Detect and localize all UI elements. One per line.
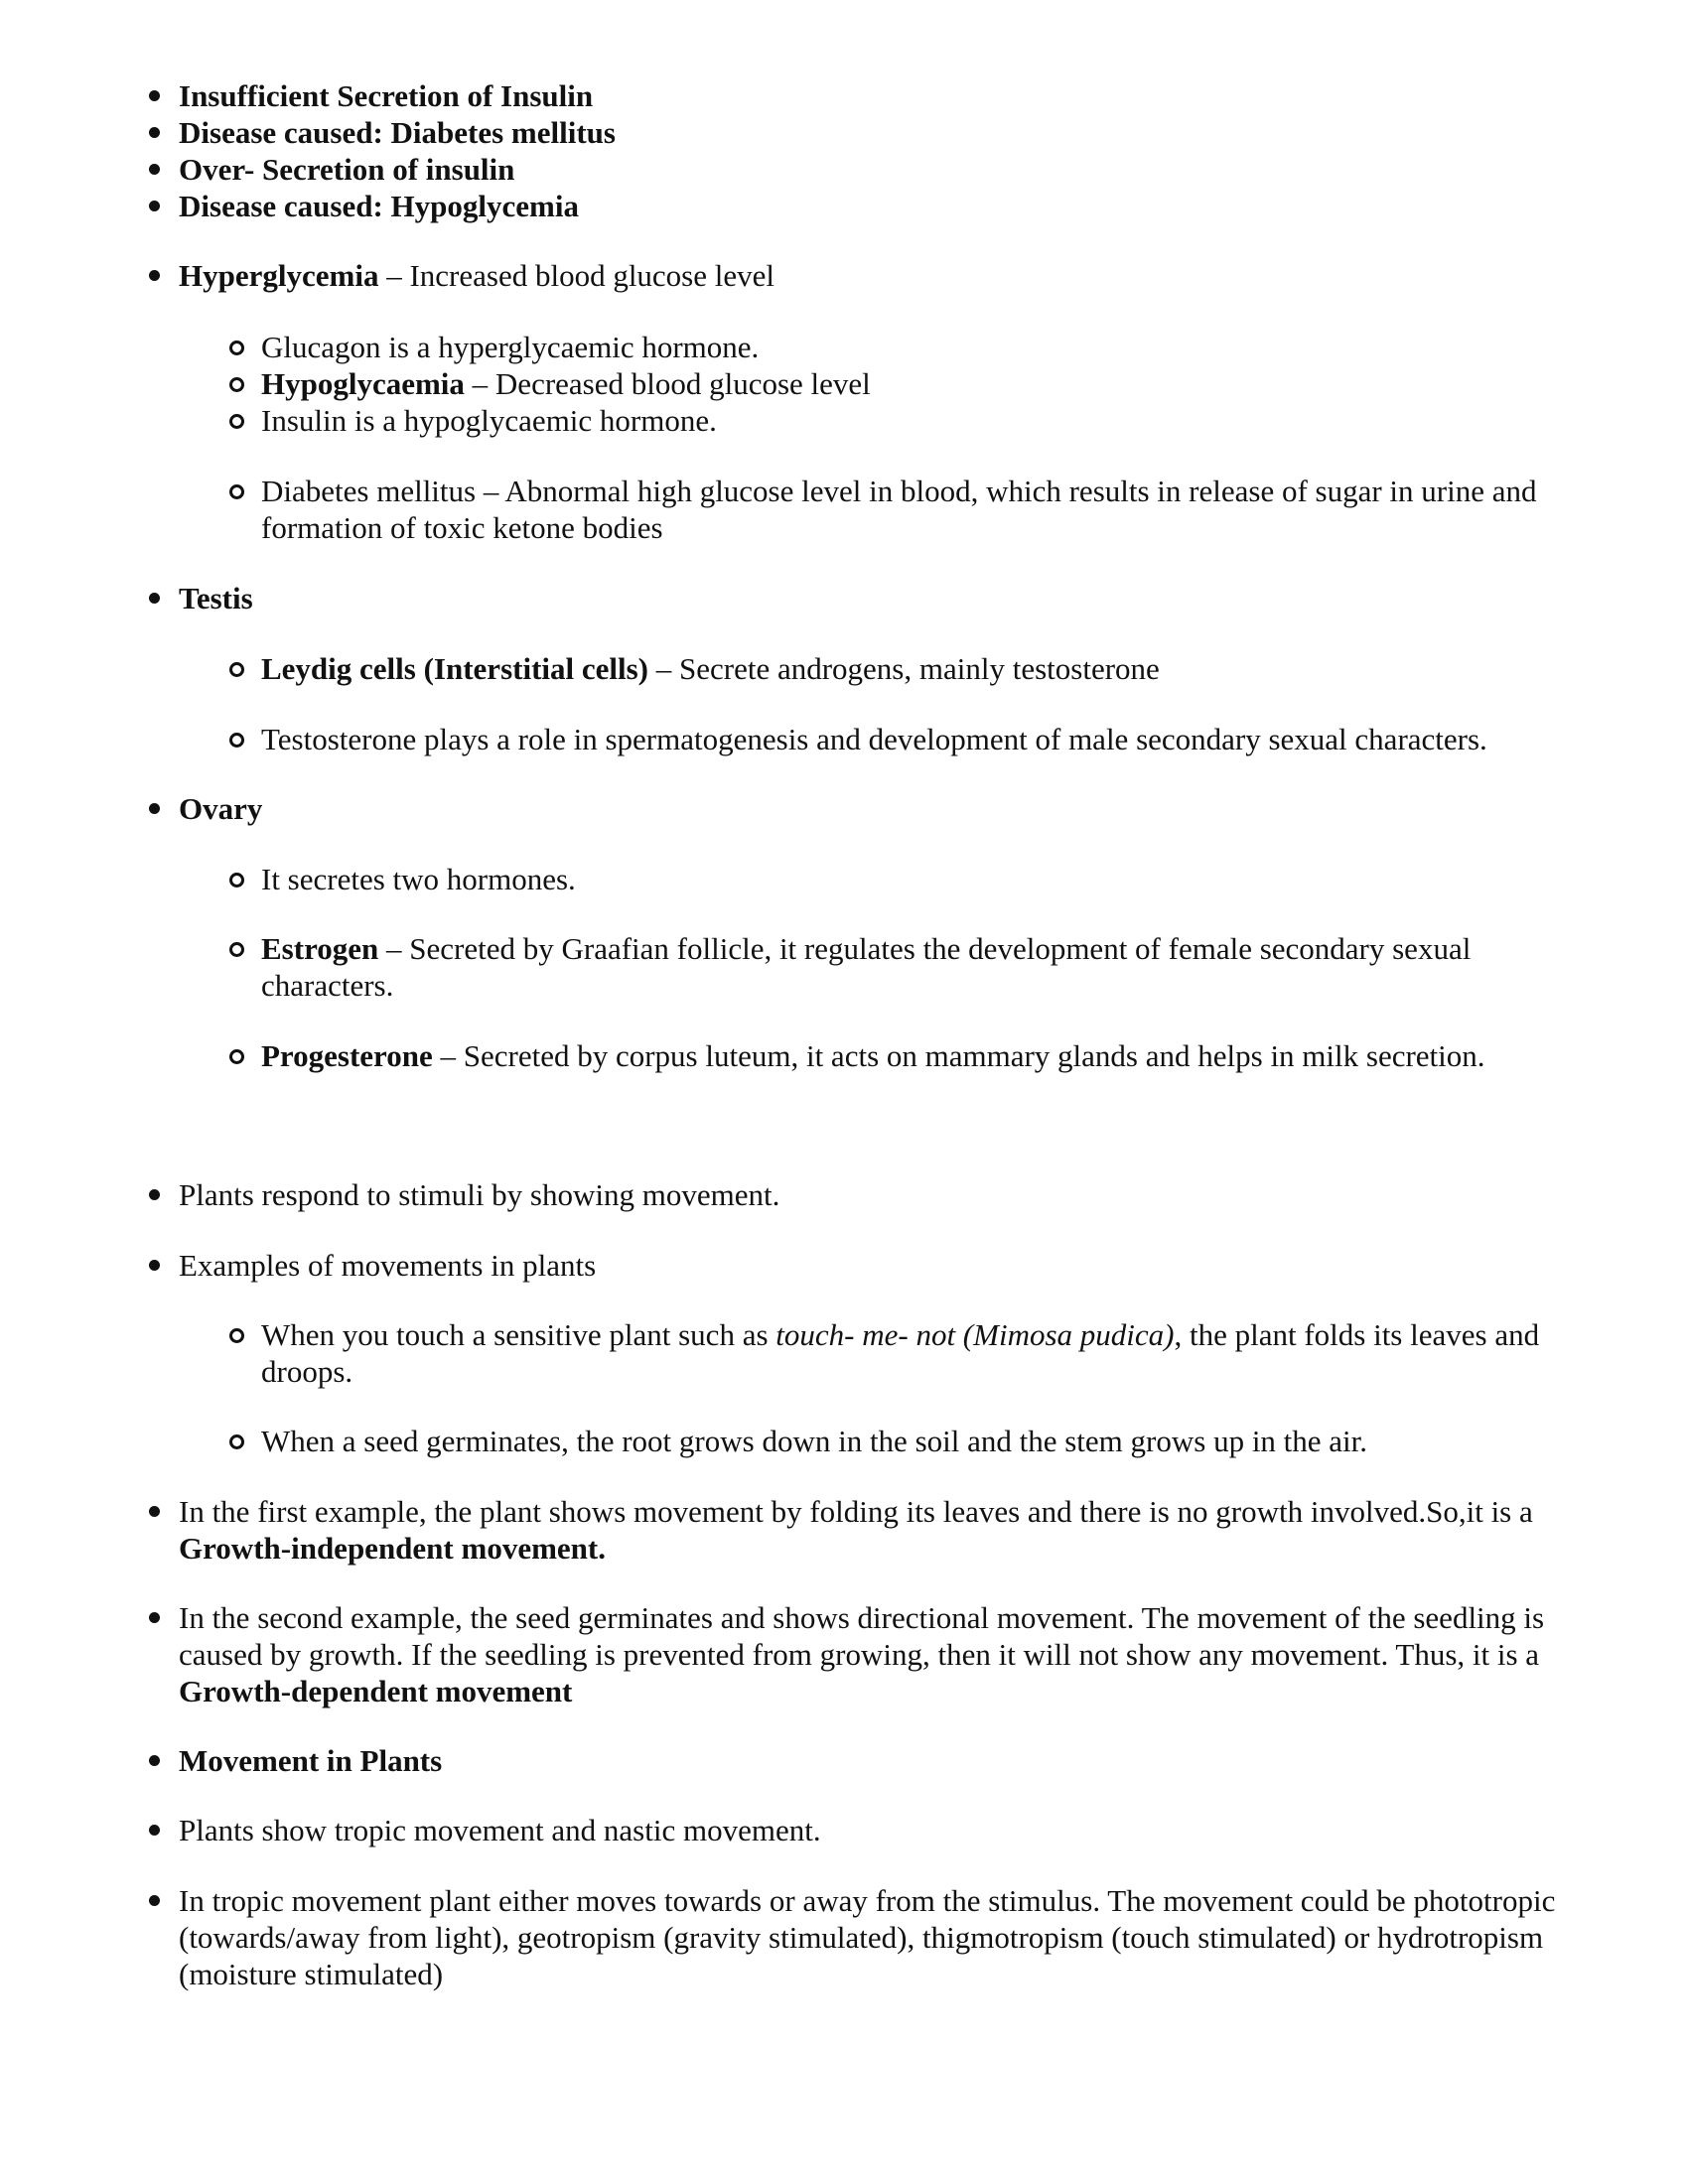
bullet-plants-respond: Plants respond to stimuli by showing movement. [179,1176,1589,1213]
sub-testosterone: Testosterone plays a role in spermatogenesis and development of male secondary sexual characters. [261,721,1589,757]
sub-diabetes-mellitus: Diabetes mellitus – Abnormal high glucose level in blood, which results in release of sugar in urine and formation of toxic ketone bodies [261,473,1589,546]
bullet-over-secretion: Over- Secretion of insulin [179,151,1589,188]
bullet-movement-in-plants: Movement in Plants [179,1742,1589,1779]
bullet-testis: Testis [179,580,1589,616]
bullet-insufficient-insulin: Insufficient Secretion of Insulin [179,77,1589,114]
bullet-examples: Examples of movements in plants [179,1247,1589,1284]
sub-mimosa-example: When you touch a sensitive plant such as touch- me- not (Mimosa pudica), the plant folds its leaves and droops. [261,1316,1589,1390]
bullet-tropic-movement: In tropic movement plant either moves towards or away from the stimulus. The movement could be phototropic (towards/away from light), geotropism (gravity stimulated), thigmotropism (touch stimulated) or hydrotropism (moisture stimulated) [179,1882,1589,1992]
sub-two-hormones: It secretes two hormones. [261,861,1589,897]
sub-insulin: Insulin is a hypoglycaemic hormone. [261,402,1589,439]
bullet-disease-hypoglycemia: Disease caused: Hypoglycemia [179,188,1589,224]
sub-hypoglycaemia: Hypoglycaemia – Decreased blood glucose level [261,365,1589,402]
sub-leydig-cells: Leydig cells (Interstitial cells) – Secrete androgens, mainly testosterone [261,650,1589,687]
bullet-hyperglycemia: Hyperglycemia – Increased blood glucose level [179,257,1589,294]
bullet-ovary: Ovary [179,790,1589,827]
bullet-second-example: In the second example, the seed germinates and shows directional movement. The movement of the seedling is caused by growth. If the seedling is prevented from growing, then it will not show any movement. Thus, it is a Growth-dependent movement [179,1599,1589,1709]
bullet-disease-diabetes: Disease caused: Diabetes mellitus [179,114,1589,151]
sub-seed-example: When a seed germinates, the root grows down in the soil and the stem grows up in the air. [261,1423,1589,1459]
bullet-tropic-nastic: Plants show tropic movement and nastic movement. [179,1812,1589,1848]
sub-progesterone: Progesterone – Secreted by corpus luteum, it acts on mammary glands and helps in milk secretion. [261,1037,1589,1074]
bullet-first-example: In the first example, the plant shows movement by folding its leaves and there is no growth involved.So,it is a Growth-independent movement. [179,1493,1589,1567]
sub-glucagon: Glucagon is a hyperglycaemic hormone. [261,329,1589,365]
sub-estrogen: Estrogen – Secreted by Graafian follicle, it regulates the development of female secondary sexual characters. [261,930,1589,1004]
